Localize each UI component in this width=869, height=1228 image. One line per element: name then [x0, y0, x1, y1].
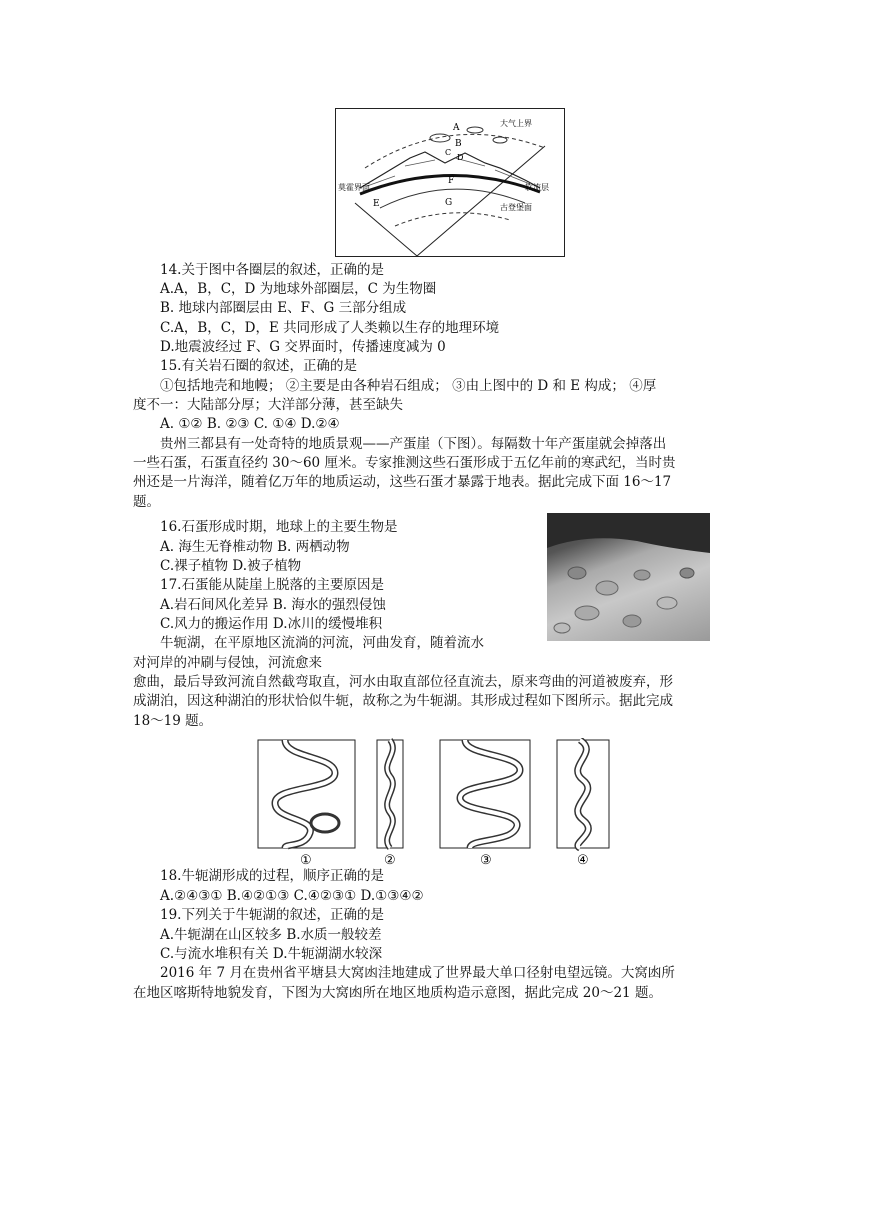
q17-options-cd: C.风力的搬运作用 D.冰川的缓慢堆积: [160, 616, 383, 632]
earth-spheres-diagram: [335, 108, 565, 258]
label-a: A: [453, 123, 460, 133]
label-d: D: [457, 153, 464, 162]
passage3-line1: 2016 年 7 月在贵州省平塘县大窝凼洼地建成了世界最大单口径射电望远镜。大窝凼所: [160, 965, 675, 981]
q18-options: A.②④③① B.④②①③ C.④②③① D.①③④②: [160, 888, 424, 904]
panel-label-3: ③: [480, 853, 492, 868]
panel-label-1: ①: [300, 853, 312, 868]
passage2-line5: 18～19 题。: [133, 713, 213, 729]
q16-stem: 16.石蛋形成时期，地球上的主要生物是: [160, 519, 398, 535]
passage3-line2: 在地区喀斯特地貌发育，下图为大窝凼所在地区地质构造示意图，据此完成 20～21 题。: [133, 985, 662, 1001]
q19-stem: 19.下列关于牛轭湖的叙述，正确的是: [160, 907, 384, 923]
q14-option-b: B. 地球内部圈层由 E、F、G 三部分组成: [160, 300, 407, 316]
label-b: B: [455, 139, 462, 149]
q18-stem: 18.牛轭湖形成的过程，顺序正确的是: [160, 868, 384, 884]
label-moho: 莫霍界面: [338, 183, 370, 192]
label-c: C: [445, 148, 452, 157]
q17-options-ab: A.岩石间风化差异 B. 海水的强烈侵蚀: [160, 597, 386, 613]
q14-stem: 14.关于图中各圈层的叙述，正确的是: [160, 262, 384, 278]
q14-option-d: D.地震波经过 F、G 交界面时，传播速度减为 0: [160, 339, 446, 355]
q19-options-ab: A.牛轭湖在山区较多 B.水质一般较差: [160, 927, 382, 943]
label-f: F: [448, 176, 455, 186]
q16-options-ab: A. 海生无脊椎动物 B. 两栖动物: [160, 539, 350, 555]
q14-option-c: C.A，B，C，D，E 共同形成了人类赖以生存的地理环境: [160, 320, 500, 336]
q16-options-cd: C.裸子植物 D.被子植物: [160, 558, 302, 574]
q15-options: A. ①② B. ②③ C. ①④ D.②④: [160, 416, 340, 432]
q15-stem: 15.有关岩石圈的叙述，正确的是: [160, 358, 357, 374]
label-asthenosphere: 软流层: [525, 183, 549, 192]
label-gutenberg: 古登堡面: [500, 203, 532, 212]
passage2-line4: 成湖泊，因这种湖泊的形状恰似牛轭，故称之为牛轭湖。其形成过程如下图所示。据此完成: [133, 693, 673, 709]
label-g: G: [445, 198, 453, 208]
label-e: E: [373, 199, 380, 209]
label-atmosphere-top: 大气上界: [500, 119, 532, 128]
q19-options-cd: C.与流水堆积有关 D.牛轭湖湖水较深: [160, 946, 383, 962]
passage1-line1: 贵州三都县有一处奇特的地质景观——产蛋崖（下图）。每隔数十年产蛋崖就会掉落出: [160, 436, 667, 452]
passage1-line4: 题。: [133, 494, 160, 510]
q15-statements-1: ①包括地壳和地幔； ②主要是由各种岩石组成； ③由上图中的 D 和 E 构成； ④厚: [160, 378, 657, 394]
q14-option-a: A.A，B，C，D 为地球外部圈层，C 为生物圈: [160, 281, 437, 297]
passage2-line3: 愈曲，最后导致河流自然截弯取直，河水由取直部位径直流去，原来弯曲的河道被废弃，形: [133, 674, 673, 690]
passage1-line2: 一些石蛋，石蛋直径约 30～60 厘米。专家推测这些石蛋形成于五亿年前的寒武纪，当时贵: [133, 455, 676, 471]
q15-statements-2: 度不一：大陆部分厚；大洋部分薄，甚至缺失: [133, 397, 403, 413]
passage2-line2: 对河岸的冲刷与侵蚀，河流愈来: [133, 655, 322, 671]
q17-stem: 17.石蛋能从陡崖上脱落的主要原因是: [160, 577, 384, 593]
panel-label-4: ④: [577, 853, 589, 868]
passage1-line3: 州还是一片海洋，随着亿万年的地质运动，这些石蛋才暴露于地表。据此完成下面 16～17: [133, 474, 672, 490]
passage2-line1: 牛轭湖，在平原地区流淌的河流，河曲发育，随着流水: [160, 635, 484, 651]
egg-cliff-photo: [547, 513, 710, 641]
oxbow-lake-diagram: [255, 738, 615, 868]
panel-label-2: ②: [384, 853, 396, 868]
